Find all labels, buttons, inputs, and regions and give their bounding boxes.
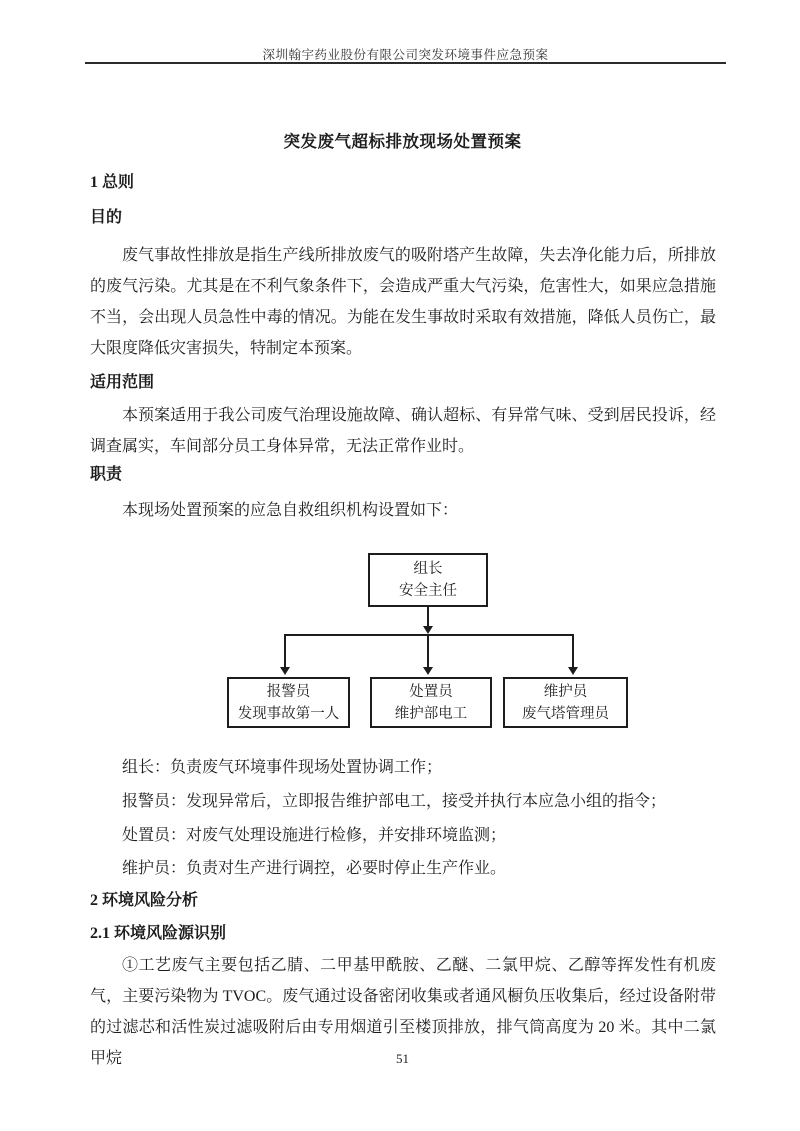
org-box-handler	[370, 677, 492, 728]
org-box-handler-title: 处置员	[409, 683, 453, 700]
org-box-alarm-name: 发现事故第一人	[237, 705, 340, 722]
connector-arrow-middle	[423, 667, 433, 675]
connector-line-middle	[427, 636, 429, 668]
page-number: 51	[396, 1051, 409, 1066]
role-description-leader: 组长：负责废气环境事件现场处置协调工作；	[122, 759, 443, 776]
connector-line-right	[572, 636, 574, 668]
document-title: 突发废气超标排放现场处置预案	[283, 132, 522, 151]
connector-line-horizontal	[284, 634, 574, 636]
org-box-maintainer-title: 维护员	[543, 683, 588, 700]
heading-general-provisions: 1 总则	[90, 174, 135, 191]
paragraph-scope: 本预案适用于我公司废气治理设施故障、确认超标、有异常气味、受到居民投诉，经调查属实，车间部分员工身体异常，无法正常作业时。	[90, 407, 716, 455]
running-header: 深圳翰宇药业股份有限公司突发环境事件应急预案	[262, 48, 549, 62]
heading-scope: 适用范围	[90, 374, 155, 391]
connector-arrow-right	[568, 667, 578, 675]
org-chart	[90, 553, 715, 729]
org-box-maintainer	[503, 677, 628, 728]
connector-arrow-left	[280, 667, 290, 675]
heading-risk-analysis: 2 环境风险分析	[90, 892, 199, 909]
connector-line-left	[284, 636, 286, 668]
paragraph-risk-source: ①工艺废气主要包括乙腈、二甲基甲酰胺、乙醚、二氯甲烷、乙醇等挥发性有机废气，主要污染物为 TVOC。废气通过设备密闭收集或者通风橱负压收集后，经过设备附带的过滤芯和活性炭过滤吸附后由专用烟道引至楼顶排放，排气筒高度为 20 米。其中二氯甲烷	[90, 957, 716, 1067]
role-description-alarm: 报警员：发现异常后，立即报告维护部电工，接受并执行本应急小组的指令；	[122, 793, 667, 810]
role-description-handler: 处置员：对废气处理设施进行检修，并安排环境监测；	[122, 827, 507, 844]
role-description-maintainer: 维护员：负责对生产进行调控，必要时停止生产作业。	[122, 860, 507, 877]
header-divider	[85, 62, 726, 64]
org-box-handler-name: 维护部电工	[394, 705, 468, 722]
connector-line-top	[427, 607, 429, 627]
org-box-leader-title: 组长	[413, 561, 443, 577]
org-box-leader	[368, 553, 488, 607]
connector-arrow-top	[423, 626, 433, 634]
heading-risk-source-identification: 2.1 环境风险源识别	[90, 925, 227, 942]
org-box-alarm-reporter	[227, 677, 350, 728]
org-box-maintainer-name: 废气塔管理员	[522, 705, 609, 722]
paragraph-purpose: 废气事故性排放是指生产线所排放废气的吸附塔产生故障，失去净化能力后，所排放的废气污染。尤其是在不利气象条件下，会造成严重大气污染，危害性大，如果应急措施不当，会出现人员急性中毒的情况。为能在发生事故时采取有效措施，降低人员伤亡，最大限度降低灾害损失，特制定本预案。	[90, 247, 716, 357]
org-box-leader-name: 安全主任	[399, 583, 457, 599]
org-box-alarm-title: 报警员	[266, 683, 311, 700]
heading-responsibilities: 职责	[90, 466, 123, 483]
heading-purpose: 目的	[90, 209, 123, 226]
paragraph-org-intro: 本现场处置预案的应急自救组织机构设置如下：	[122, 502, 459, 519]
